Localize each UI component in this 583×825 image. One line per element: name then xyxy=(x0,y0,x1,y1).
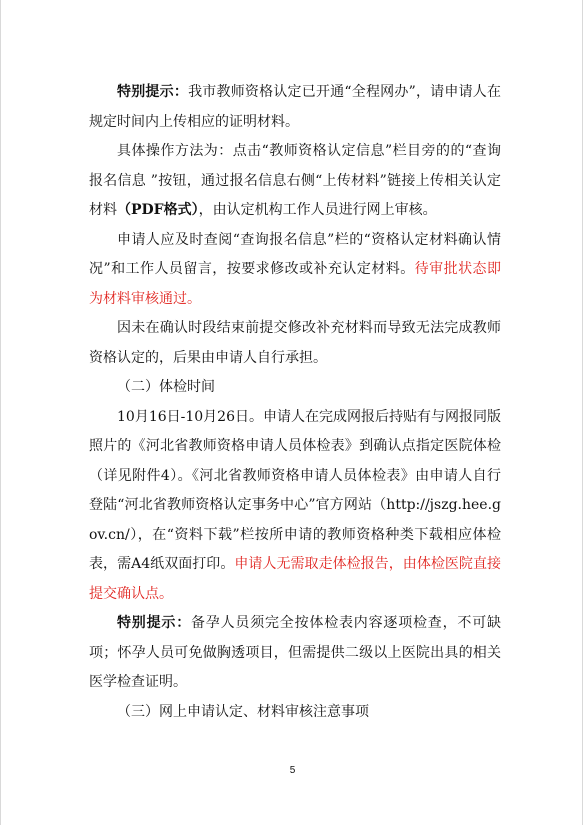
exam-report-note: 申请人无需取走体检报告，由体检医院直接提交确认点。 xyxy=(89,556,501,602)
special-tip-label: 特别提示： xyxy=(117,84,189,100)
special-tip-label-2: 特别提示： xyxy=(117,615,191,631)
special-tip-pregnancy-text: 备孕人员须完全按体检表内容逐项检查，不可缺项；怀孕人员可免做胸透项目，但需提供二级以上医院出具的相关医学检查证明。 xyxy=(89,615,501,690)
document-body xyxy=(89,78,501,727)
section-heading-exam-time-text: （二）体检时间 xyxy=(117,379,215,395)
check-status-text: 申请人应及时查阅“查询报名信息”栏的“资格认定材料确认情况”和工作人员留言，按要求修改或补充认定材料。 xyxy=(89,231,501,277)
section-heading-review-notes-text: （三）网上申请认定、材料审核注意事项 xyxy=(117,703,369,720)
exam-details-text: 10月16日-10月26日。申请人在完成网报后持贴有与网报同版照片的《河北省教师资格申请人员体检表》到确认点指定医院体检（详见附件4）。《河北省教师资格申请人员体检表》由申请人自行登陆“河北省教师资格认定事务中心”官方网站（http://jszg.hee.gov.cn/），在“资料下载”栏按所申请的教师资格种类下载相应体检表，需A4纸双面打印。 xyxy=(89,408,501,572)
section-heading-review-notes xyxy=(89,698,501,728)
page-number: 5 xyxy=(289,765,296,776)
consequence-paragraph xyxy=(89,314,501,373)
operation-steps-text: 具体操作方法为：点击“教师资格认定信息”栏目旁的的“查询报名信息 ”按钮，通过报名信息右侧“上传材料”链接上传相关认定材料 xyxy=(89,143,501,218)
special-tip-pregnancy-paragraph xyxy=(89,609,501,698)
special-tip-online-paragraph xyxy=(89,78,501,137)
approval-status-note: 待审批状态即为材料审核通过。 xyxy=(89,261,502,307)
pdf-format-note: （PDF格式） xyxy=(117,202,199,218)
consequence-text: 因未在确认时段结束前提交修改补充材料而导致无法完成教师资格认定的，后果由申请人自行承担。 xyxy=(89,320,501,366)
special-tip-online-text: 我市教师资格认定已开通“全程网办”，请申请人在规定时间内上传相应的证明材料。 xyxy=(89,84,501,130)
operation-steps-paragraph xyxy=(89,137,501,226)
exam-details-paragraph xyxy=(89,403,501,610)
operation-steps-tail: ，由认定机构工作人员进行网上审核。 xyxy=(198,202,437,218)
section-heading-exam-time xyxy=(89,373,501,403)
check-status-paragraph xyxy=(89,226,501,315)
